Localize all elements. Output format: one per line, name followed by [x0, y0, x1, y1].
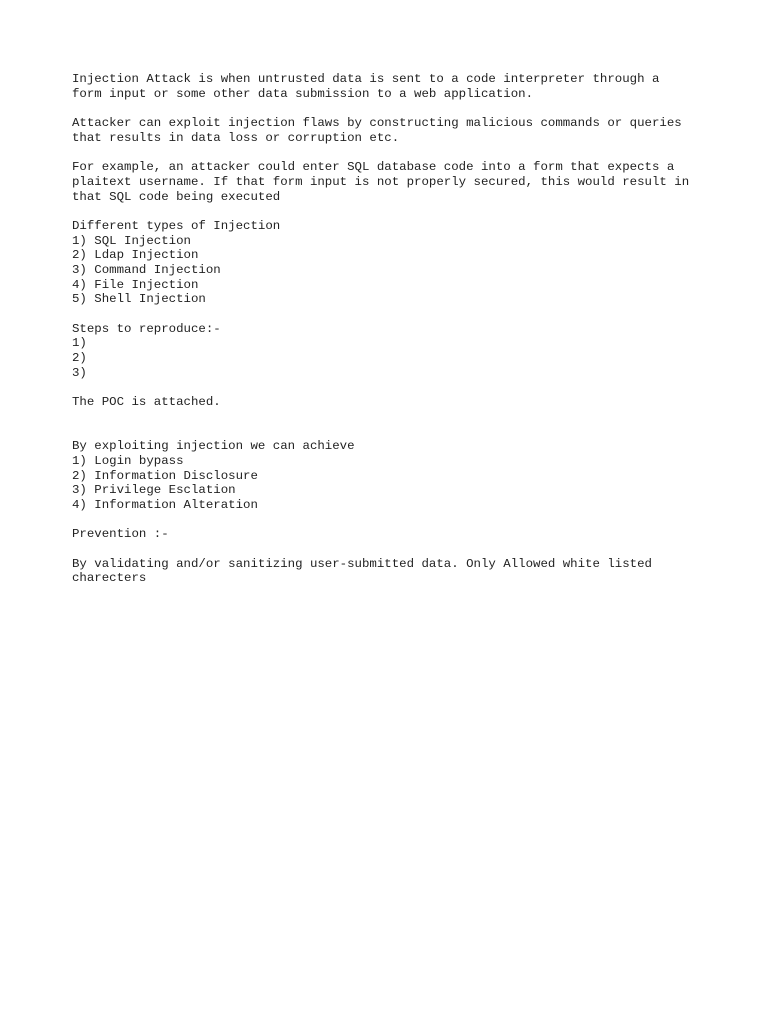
intro-line: Injection Attack is when untrusted data is sent to a code interpreter through a — [72, 72, 660, 86]
poc-note: The POC is attached. — [72, 395, 221, 410]
spacer — [72, 204, 712, 219]
achieve-heading: By exploiting injection we can achieve — [72, 439, 355, 454]
spacer — [72, 513, 712, 528]
prevention-paragraph — [72, 557, 712, 586]
example-paragraph — [72, 160, 712, 204]
intro-line: form input or some other data submission to a web application. — [72, 86, 534, 101]
spacer — [72, 145, 712, 160]
injection-types-section — [72, 219, 712, 307]
example-line: that SQL code being executed — [72, 189, 281, 204]
prevention-heading: Prevention :- — [72, 527, 169, 542]
injection-types-heading: Different types of Injection — [72, 218, 281, 233]
steps-section — [72, 322, 712, 381]
example-line: For example, an attacker could enter SQL database code into a form that expects a — [72, 160, 675, 175]
list-item: 3) — [72, 365, 87, 380]
example-line: plaitext username. If that form input is not properly secured, this would result in — [72, 174, 690, 189]
list-item: 3) Privilege Esclation — [72, 483, 236, 498]
spacer — [72, 307, 712, 322]
list-item: 5) Shell Injection — [72, 292, 206, 307]
spacer — [72, 380, 712, 395]
list-item: 1) — [72, 336, 87, 351]
list-item: 1) SQL Injection — [72, 233, 191, 248]
exploit-paragraph — [72, 116, 712, 145]
list-item: 4) Information Alteration — [72, 497, 258, 512]
exploit-line: that results in data loss or corruption etc. — [72, 130, 400, 145]
achieve-section — [72, 439, 712, 512]
exploit-line: Attacker can exploit injection flaws by constructing malicious commands or queries — [72, 116, 682, 131]
list-item: 4) File Injection — [72, 277, 199, 292]
spacer — [72, 410, 712, 425]
document-body — [72, 72, 712, 586]
list-item: 2) Information Disclosure — [72, 468, 258, 483]
list-item: 3) Command Injection — [72, 262, 221, 277]
list-item: 1) Login bypass — [72, 453, 184, 468]
spacer — [72, 542, 712, 557]
spacer — [72, 101, 712, 116]
prevention-line: By validating and/or sanitizing user-submitted data. Only Allowed white listed — [72, 556, 652, 571]
steps-heading: Steps to reproduce:- — [72, 321, 221, 336]
list-item: 2) — [72, 351, 87, 366]
prevention-line: charecters — [72, 571, 147, 586]
list-item: 2) Ldap Injection — [72, 248, 199, 263]
intro-paragraph — [72, 72, 712, 101]
spacer — [72, 425, 712, 440]
